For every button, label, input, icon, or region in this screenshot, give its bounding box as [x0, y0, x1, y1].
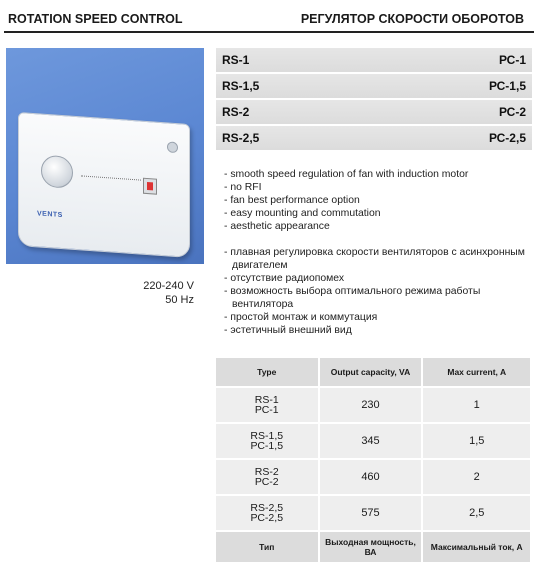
model-ru: РС-2: [498, 105, 526, 119]
model-row: [216, 74, 532, 98]
power-switch-icon: [143, 178, 157, 195]
spec-table: [216, 358, 532, 562]
page-title-ru: РЕГУЛЯТОР СКОРОСТИ ОБОРОТОВ: [300, 12, 524, 26]
feature-item: - fan best performance option: [224, 194, 534, 207]
feature-item: - aesthetic appearance: [224, 220, 534, 233]
product-photo: [6, 48, 204, 264]
brand-logo: VENTS: [37, 210, 63, 220]
features-en-list: [224, 168, 534, 233]
feature-item: - отсутствие радиопомех: [224, 272, 534, 285]
header-divider: [4, 31, 534, 33]
feature-item: - плавная регулировка скорости вентиляторов с асинхронным двигателем: [224, 246, 534, 272]
voltage-label: 220-240 V: [143, 280, 194, 292]
column-footer-current: Максимальный ток, А: [422, 531, 531, 562]
cell-capacity: 575: [319, 495, 423, 531]
type-ru: РС-1,5: [250, 440, 284, 452]
type-en: RS-1,5: [250, 430, 284, 442]
type-en: RS-2,5: [250, 502, 284, 514]
type-en: RS-2: [254, 466, 279, 478]
table-row: [216, 387, 531, 423]
feature-item: - no RFI: [224, 181, 534, 194]
page-title-en: ROTATION SPEED CONTROL: [8, 12, 183, 26]
cell-capacity: 460: [319, 459, 423, 495]
type-ru: РС-2,5: [250, 512, 284, 524]
frequency-label: 50 Hz: [165, 294, 194, 306]
cell-current: 1: [422, 387, 531, 423]
feature-item: - smooth speed regulation of fan with induction motor: [224, 168, 534, 181]
feature-item: - эстетичный внешний вид: [224, 324, 534, 337]
table-row: [216, 423, 531, 459]
model-ru: РС-2,5: [488, 131, 526, 145]
table-footer-row: [216, 531, 531, 562]
cell-current: 2: [422, 459, 531, 495]
feature-lists: [224, 168, 534, 337]
type-en: RS-1: [254, 394, 279, 406]
cell-type: [216, 423, 319, 459]
feature-item: - easy mounting and commutation: [224, 207, 534, 220]
speed-knob-icon: [41, 155, 73, 189]
model-row: [216, 48, 532, 72]
model-ru: РС-1: [498, 53, 526, 67]
model-list: [216, 48, 532, 152]
speed-scale: [81, 167, 141, 180]
table-row: [216, 495, 531, 531]
cell-current: 2,5: [422, 495, 531, 531]
cell-type: [216, 459, 319, 495]
speed-controller-device: [18, 112, 190, 258]
type-ru: РС-1: [254, 404, 279, 416]
model-row: [216, 100, 532, 124]
feature-item: - возможность выбора оптимального режима работы вентилятора: [224, 285, 534, 311]
cell-capacity: 230: [319, 387, 423, 423]
features-ru-list: [224, 246, 534, 337]
model-en: RS-1: [222, 53, 250, 67]
cell-capacity: 345: [319, 423, 423, 459]
type-ru: РС-2: [254, 476, 279, 488]
cell-type: [216, 495, 319, 531]
model-en: RS-2,5: [222, 131, 260, 145]
indicator-light-icon: [167, 141, 178, 153]
model-en: RS-2: [222, 105, 250, 119]
cell-current: 1,5: [422, 423, 531, 459]
column-footer-type: Тип: [216, 531, 319, 562]
column-footer-capacity: Выходная мощность, ВА: [319, 531, 423, 562]
column-header-type: Type: [216, 358, 319, 387]
model-row: [216, 126, 532, 150]
feature-item: - простой монтаж и коммутация: [224, 311, 534, 324]
cell-type: [216, 387, 319, 423]
column-header-current: Max current, A: [422, 358, 531, 387]
model-ru: РС-1,5: [488, 79, 526, 93]
table-header-row: [216, 358, 531, 387]
model-en: RS-1,5: [222, 79, 260, 93]
table-row: [216, 459, 531, 495]
column-header-capacity: Output capacity, VA: [319, 358, 423, 387]
